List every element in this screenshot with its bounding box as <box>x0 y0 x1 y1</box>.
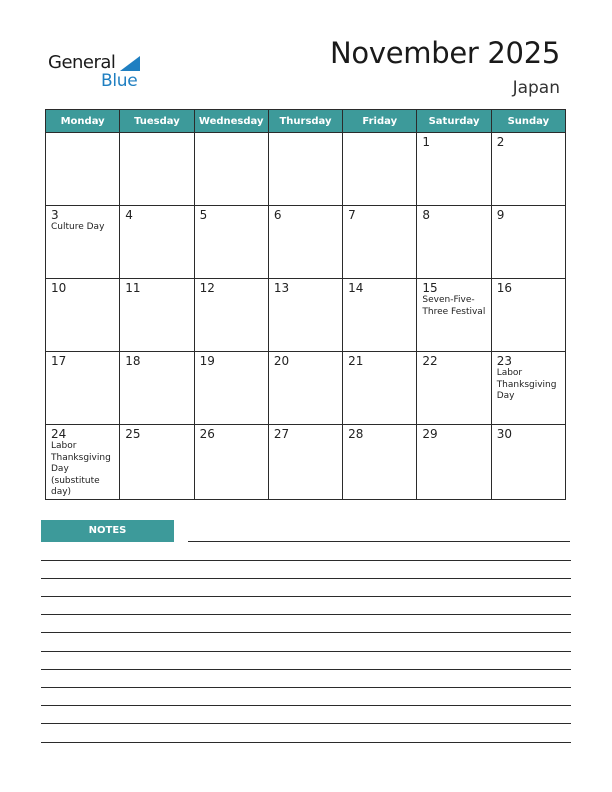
notes-line <box>41 560 571 561</box>
weekday-header: Wednesday <box>194 110 268 133</box>
day-number: 23 <box>496 354 512 368</box>
day-number: 5 <box>199 208 208 222</box>
calendar-day-cell <box>46 279 120 352</box>
logo-text-blue: Blue <box>101 71 138 91</box>
calendar-day-cell <box>194 133 268 206</box>
notes-line <box>41 596 571 597</box>
calendar-week-row <box>46 133 566 206</box>
page-title: November 2025 <box>330 36 560 70</box>
day-number: 28 <box>348 427 364 441</box>
calendar-day-cell <box>343 279 417 352</box>
calendar-day-cell <box>343 352 417 425</box>
calendar-day-cell <box>194 425 268 500</box>
notes-line <box>41 723 571 724</box>
calendar-day-cell <box>491 279 565 352</box>
calendar-day-cell <box>491 352 565 425</box>
calendar-grid <box>45 109 566 500</box>
calendar-day-cell <box>417 279 491 352</box>
calendar-day-cell <box>194 206 268 279</box>
day-number: 24 <box>51 427 67 441</box>
day-number: 12 <box>199 281 215 295</box>
day-number: 22 <box>422 354 438 368</box>
day-number: 14 <box>348 281 364 295</box>
notes-line <box>41 705 571 706</box>
day-number: 7 <box>348 208 356 222</box>
notes-line <box>41 632 571 633</box>
logo-text-general: General <box>48 52 116 73</box>
calendar-day-cell <box>120 206 194 279</box>
calendar-day-cell <box>268 206 342 279</box>
notes-label: NOTES <box>41 520 174 542</box>
weekday-header: Tuesday <box>120 110 194 133</box>
general-blue-logo <box>48 52 148 92</box>
calendar-day-cell <box>120 425 194 500</box>
holiday-label: Seven-Five-Three Festival <box>422 295 486 317</box>
notes-line <box>41 669 571 670</box>
day-number: 20 <box>273 354 290 368</box>
day-number: 11 <box>125 281 141 295</box>
calendar-week-row <box>46 352 566 425</box>
calendar-day-cell <box>268 279 342 352</box>
weekday-header: Saturday <box>417 110 491 133</box>
calendar-week-row <box>46 425 566 500</box>
calendar-day-cell <box>268 425 342 500</box>
day-number: 25 <box>125 427 141 441</box>
day-number: 26 <box>199 427 215 441</box>
calendar-day-cell <box>194 279 268 352</box>
day-number: 17 <box>51 354 67 368</box>
day-number: 3 <box>51 208 59 222</box>
day-number: 19 <box>199 354 215 368</box>
notes-line <box>41 614 571 615</box>
calendar-day-cell <box>120 279 194 352</box>
day-number: 4 <box>125 208 133 222</box>
notes-line <box>41 687 571 688</box>
calendar-day-cell <box>46 352 120 425</box>
calendar-day-cell <box>417 425 491 500</box>
calendar-day-cell <box>343 425 417 500</box>
day-number: 1 <box>422 135 431 149</box>
calendar-day-cell <box>46 206 120 279</box>
day-number: 29 <box>422 427 438 441</box>
holiday-label: Labor Thanksgiving Day <box>496 368 557 401</box>
day-number: 16 <box>496 281 512 295</box>
day-number: 30 <box>496 427 512 441</box>
day-number: 27 <box>273 427 290 441</box>
notes-line <box>41 651 571 652</box>
calendar-day-cell <box>46 425 120 500</box>
notes-line <box>41 578 571 579</box>
calendar-day-cell <box>268 352 342 425</box>
calendar-day-cell <box>417 206 491 279</box>
calendar-week-row <box>46 206 566 279</box>
calendar-day-cell <box>343 133 417 206</box>
calendar-day-cell <box>343 206 417 279</box>
weekday-header: Sunday <box>491 110 565 133</box>
day-number: 9 <box>496 208 505 222</box>
calendar-day-cell <box>268 133 342 206</box>
country-name: Japan <box>512 78 560 98</box>
calendar-day-cell <box>46 133 120 206</box>
holiday-label: Labor Thanksgiving Day (substitute day) <box>51 441 111 497</box>
calendar-day-cell <box>491 425 565 500</box>
notes-line <box>41 742 571 743</box>
holiday-label: Culture Day <box>51 222 105 232</box>
weekday-header-row <box>46 110 566 133</box>
calendar-day-cell <box>120 352 194 425</box>
day-number: 2 <box>496 135 505 149</box>
calendar-day-cell <box>491 133 565 206</box>
weekday-header: Friday <box>343 110 417 133</box>
day-number: 21 <box>348 354 364 368</box>
calendar-day-cell <box>120 133 194 206</box>
calendar-day-cell <box>417 352 491 425</box>
calendar-day-cell <box>194 352 268 425</box>
notes-line <box>188 541 570 542</box>
day-number: 10 <box>51 281 67 295</box>
day-number: 15 <box>422 281 438 295</box>
logo-triangle-icon <box>120 56 140 71</box>
weekday-header: Thursday <box>268 110 342 133</box>
day-number: 8 <box>422 208 431 222</box>
calendar-day-cell <box>491 206 565 279</box>
day-number: 13 <box>273 281 290 295</box>
weekday-header: Monday <box>46 110 120 133</box>
calendar-day-cell <box>417 133 491 206</box>
day-number: 6 <box>273 208 282 222</box>
day-number: 18 <box>125 354 141 368</box>
calendar-week-row <box>46 279 566 352</box>
calendar-body <box>46 133 566 500</box>
